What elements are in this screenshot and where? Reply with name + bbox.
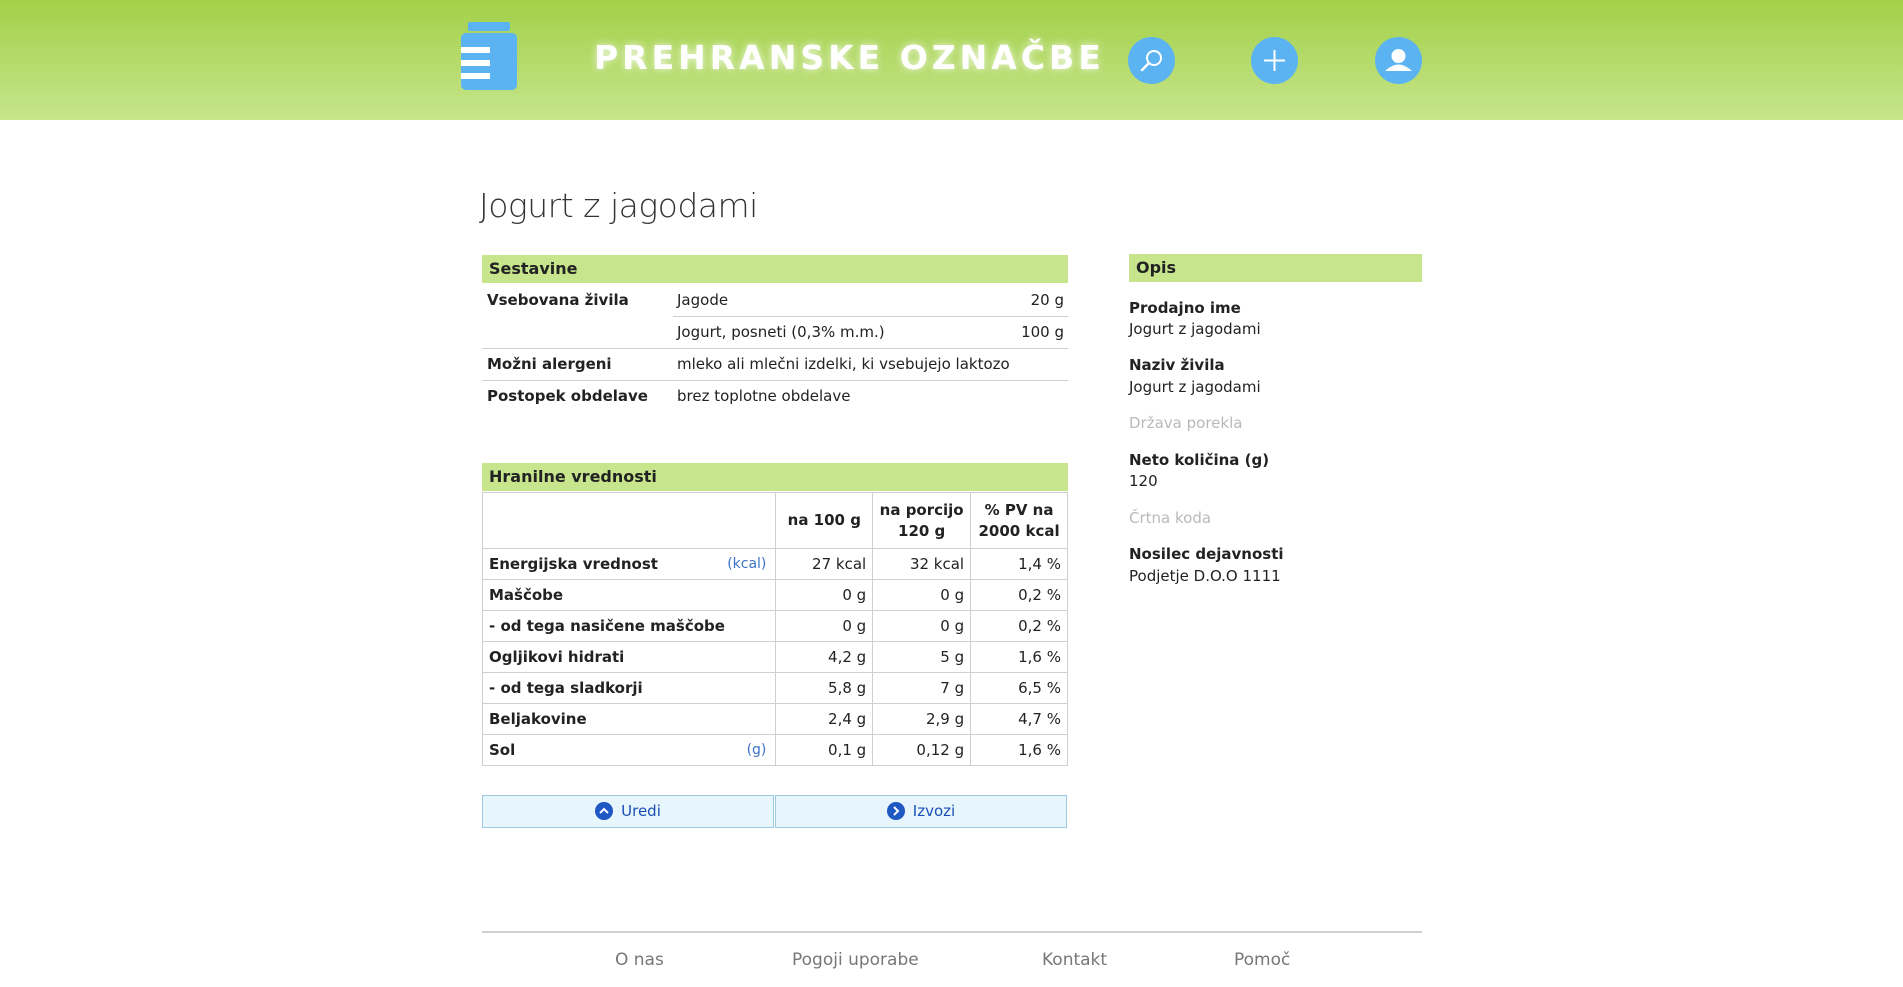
food-name-value: Jogurt z jagodami — [1129, 378, 1261, 396]
ingredients-heading: Sestavine — [482, 255, 1068, 283]
value-cell-pv: 4,7 % — [971, 704, 1068, 735]
table-header-row — [483, 493, 1068, 549]
net-quantity-label: Neto količina (g) — [1129, 451, 1270, 469]
operator-value: Podjetje D.O.O 1111 — [1129, 567, 1281, 585]
processing-value: brez toplotne obdelave — [677, 387, 851, 405]
table-row — [483, 642, 1068, 673]
site-title[interactable]: PREHRANSKE OZNAČBE — [594, 38, 1105, 77]
divider — [482, 380, 1068, 381]
nutrition-table — [482, 492, 1068, 766]
value-cell-pv: 1,6 % — [971, 642, 1068, 673]
food-name: Jogurt, posneti (0,3% m.m.) — [677, 323, 885, 341]
nutrient-name-cell — [483, 704, 776, 735]
column-header: na 100 g — [776, 493, 873, 549]
nutrient-name-cell — [483, 580, 776, 611]
plus-icon — [1251, 37, 1298, 84]
divider — [673, 316, 1068, 317]
food-name-label: Naziv živila — [1129, 356, 1225, 374]
nutrient-name: - od tega nasičene maščobe — [489, 617, 725, 635]
value-cell-pv: 6,5 % — [971, 673, 1068, 704]
export-button[interactable] — [775, 795, 1067, 828]
nutrient-name: Ogljikovi hidrati — [489, 648, 625, 666]
add-button[interactable] — [1251, 37, 1298, 84]
jar-logo-icon[interactable] — [461, 22, 517, 90]
food-amount: 100 g — [1021, 323, 1064, 341]
value-cell-per100: 27 kcal — [776, 549, 873, 580]
origin-label: Država porekla — [1129, 414, 1243, 432]
user-button[interactable] — [1375, 37, 1422, 84]
food-name: Jagode — [677, 291, 729, 309]
unit-link[interactable]: (g) — [746, 742, 767, 758]
allergens-value: mleko ali mlečni izdelki, ki vsebujejo laktozo — [677, 355, 1010, 373]
value-cell-portion: 0 g — [873, 611, 971, 642]
value-cell-pv: 1,4 % — [971, 549, 1068, 580]
sales-name-label: Prodajno ime — [1129, 299, 1241, 317]
nutrient-name: Maščobe — [489, 586, 564, 604]
nutrition-heading: Hranilne vrednosti — [482, 463, 1068, 491]
footer-link-about[interactable]: O nas — [615, 950, 664, 970]
food-amount: 20 g — [1030, 291, 1064, 309]
operator-label: Nosilec dejavnosti — [1129, 545, 1284, 563]
page-title: Jogurt z jagodami — [479, 186, 758, 225]
nutrient-name-cell — [483, 642, 776, 673]
footer-divider — [482, 931, 1422, 933]
nutrient-name: Beljakovine — [489, 710, 587, 728]
value-cell-per100: 5,8 g — [776, 673, 873, 704]
value-cell-per100: 0 g — [776, 611, 873, 642]
allergens-label: Možni alergeni — [487, 355, 612, 373]
nutrient-name: Energijska vrednost — [489, 555, 658, 573]
chevron-right-icon — [887, 802, 905, 820]
nutrient-name: - od tega sladkorji — [489, 679, 643, 697]
value-cell-pv: 0,2 % — [971, 580, 1068, 611]
value-cell-portion: 0 g — [873, 580, 971, 611]
processing-label: Postopek obdelave — [487, 387, 648, 405]
value-cell-per100: 0 g — [776, 580, 873, 611]
column-header-empty — [483, 493, 776, 549]
export-button-label: Izvozi — [912, 802, 956, 820]
value-cell-pv: 1,6 % — [971, 735, 1068, 766]
edit-button[interactable] — [482, 795, 774, 828]
sales-name-value: Jogurt z jagodami — [1129, 320, 1261, 338]
value-cell-per100: 0,1 g — [776, 735, 873, 766]
column-header: na porcijo 120 g — [873, 493, 971, 549]
net-quantity-value: 120 — [1129, 472, 1158, 490]
edit-button-label: Uredi — [621, 802, 661, 820]
user-icon — [1375, 37, 1422, 84]
nutrient-name: Sol — [489, 741, 516, 759]
table-row — [483, 704, 1068, 735]
value-cell-pv: 0,2 % — [971, 611, 1068, 642]
chevron-up-icon — [595, 802, 613, 820]
nutrient-name-cell — [483, 673, 776, 704]
search-button[interactable] — [1128, 37, 1175, 84]
nutrient-name-cell — [483, 611, 776, 642]
value-cell-portion: 7 g — [873, 673, 971, 704]
table-row — [483, 611, 1068, 642]
value-cell-portion: 2,9 g — [873, 704, 971, 735]
table-row — [483, 549, 1068, 580]
value-cell-portion: 0,12 g — [873, 735, 971, 766]
footer-link-contact[interactable]: Kontakt — [1042, 950, 1108, 970]
table-row — [483, 735, 1068, 766]
header-bar — [0, 0, 1903, 120]
table-row — [483, 580, 1068, 611]
value-cell-per100: 2,4 g — [776, 704, 873, 735]
table-row — [483, 673, 1068, 704]
value-cell-per100: 4,2 g — [776, 642, 873, 673]
nutrient-name-cell — [483, 735, 776, 766]
footer-link-terms[interactable]: Pogoji uporabe — [792, 950, 919, 970]
barcode-label: Črtna koda — [1129, 509, 1212, 527]
description-heading: Opis — [1129, 254, 1422, 282]
divider — [482, 348, 1068, 349]
unit-link[interactable]: (kcal) — [727, 556, 767, 572]
value-cell-portion: 5 g — [873, 642, 971, 673]
nutrient-name-cell — [483, 549, 776, 580]
column-header: % PV na 2000 kcal — [971, 493, 1068, 549]
value-cell-portion: 32 kcal — [873, 549, 971, 580]
foods-label: Vsebovana živila — [487, 291, 629, 309]
search-icon — [1128, 37, 1175, 84]
footer-link-help[interactable]: Pomoč — [1234, 950, 1291, 970]
